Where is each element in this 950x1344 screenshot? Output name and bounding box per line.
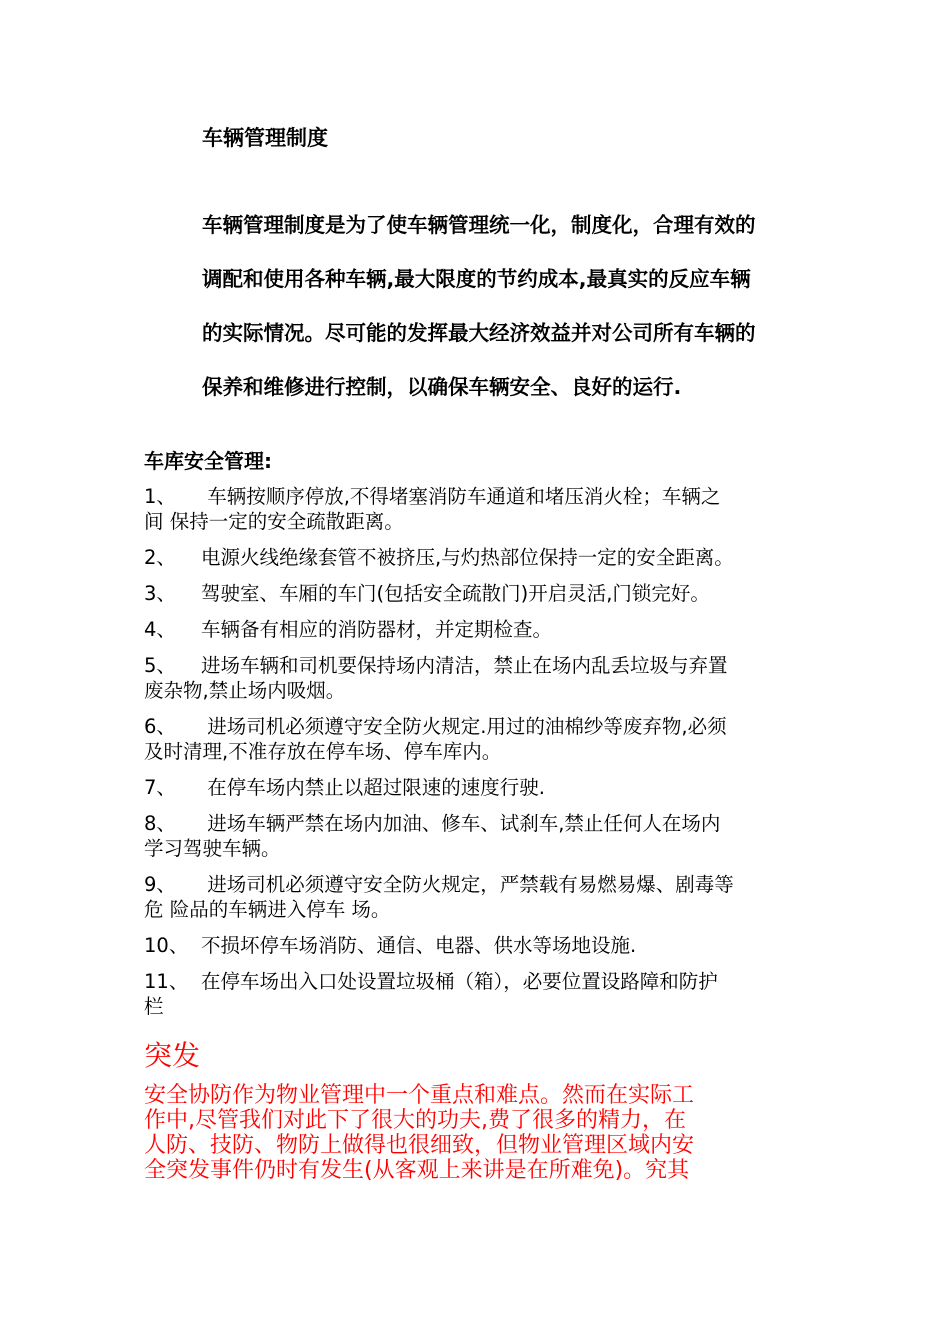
- rule-item: [144, 775, 816, 800]
- rule-number: 2、: [144, 546, 176, 569]
- rule-text: 进场司机必须遵守安全防火规定.用过的油棉纱等废弃物,必须: [201, 715, 727, 738]
- rule-item: [144, 933, 816, 958]
- emergency-line: 安全协防作为物业管理中一个重点和难点。然而在实际工: [144, 1083, 695, 1108]
- rule-item: [144, 545, 816, 570]
- intro-line: 调配和使用各种车辆,最大限度的节约成本,最真实的反应车辆: [202, 267, 751, 291]
- rule-text: 电源火线绝缘套管不被挤压,与灼热部位保持一定的安全距离。: [201, 546, 734, 569]
- rule-item: [144, 872, 816, 922]
- emergency-line: 人防、技防、物防上做得也很细致，但物业管理区域内安: [144, 1133, 695, 1158]
- rule-text: 进场车辆严禁在场内加油、修车、试刹车,禁止任何人在场内: [201, 812, 721, 835]
- document-title: 车辆管理制度: [202, 126, 328, 150]
- rule-number: 4、: [144, 618, 176, 641]
- rule-number: 9、: [144, 873, 176, 896]
- rule-text: 进场车辆和司机要保持场内清洁，禁止在场内乱丢垃圾与弃置: [201, 654, 728, 677]
- rule-item: [144, 484, 816, 534]
- rule-number: 1、: [144, 485, 176, 508]
- rule-text: 在停车场内禁止以超过限速的速度行驶.: [201, 776, 545, 799]
- rule-item: [144, 811, 816, 861]
- rule-text: 进场司机必须遵守安全防火规定，严禁载有易燃易爆、剧毒等: [201, 873, 734, 896]
- emergency-line: 全突发事件仍时有发生(从客观上来讲是在所难免)。究其: [144, 1158, 690, 1183]
- rule-text-continued: 危 险品的车辆进入停车 场。: [144, 898, 391, 921]
- emergency-paragraph: [144, 1083, 804, 1183]
- rule-text: 车辆按顺序停放,不得堵塞消防车通道和堵压消火栓；车辆之: [201, 485, 721, 508]
- rule-text: 在停车场出入口处设置垃圾桶（箱），必要位置设路障和防护: [201, 970, 718, 993]
- rule-text-continued: 及时清理,不准存放在停车场、停车库内。: [144, 740, 502, 763]
- rule-list: [144, 484, 816, 1030]
- rule-text-continued: 学习驾驶车辆。: [144, 837, 281, 860]
- rule-item: [144, 969, 816, 1019]
- rule-text: 不损坏停车场消防、通信、电器、供水等场地设施.: [201, 934, 637, 957]
- rule-number: 6、: [144, 715, 176, 738]
- rule-number: 10、: [144, 934, 189, 957]
- rule-text: 车辆备有相应的消防器材，并定期检查。: [201, 618, 553, 641]
- rule-number: 11、: [144, 970, 189, 993]
- intro-line: 的实际情况。尽可能的发挥最大经济效益并对公司所有车辆的: [202, 321, 756, 345]
- emergency-heading: 突发: [144, 1039, 201, 1072]
- rule-number: 7、: [144, 776, 176, 799]
- section-heading: 车库安全管理:: [144, 449, 272, 473]
- intro-line: 保养和维修进行控制，以确保车辆安全、良好的运行.: [202, 375, 682, 399]
- emergency-line: 作中,尽管我们对此下了很大的功夫,费了很多的精力，在: [144, 1108, 686, 1133]
- rule-number: 8、: [144, 812, 176, 835]
- intro-paragraph: [202, 198, 812, 414]
- rule-number: 3、: [144, 582, 176, 605]
- rule-text-continued: 间 保持一定的安全疏散距离。: [144, 510, 404, 533]
- rule-text-continued: 栏: [144, 995, 164, 1018]
- rule-item: [144, 617, 816, 642]
- rule-text: 驾驶室、车厢的车门(包括安全疏散门)开启灵活,门锁完好。: [201, 582, 710, 605]
- intro-line: 车辆管理制度是为了使车辆管理统一化，制度化，合理有效的: [202, 213, 756, 237]
- rule-number: 5、: [144, 654, 176, 677]
- rule-item: [144, 653, 816, 703]
- rule-item: [144, 714, 816, 764]
- rule-item: [144, 581, 816, 606]
- rule-text-continued: 废杂物,禁止场内吸烟。: [144, 679, 346, 702]
